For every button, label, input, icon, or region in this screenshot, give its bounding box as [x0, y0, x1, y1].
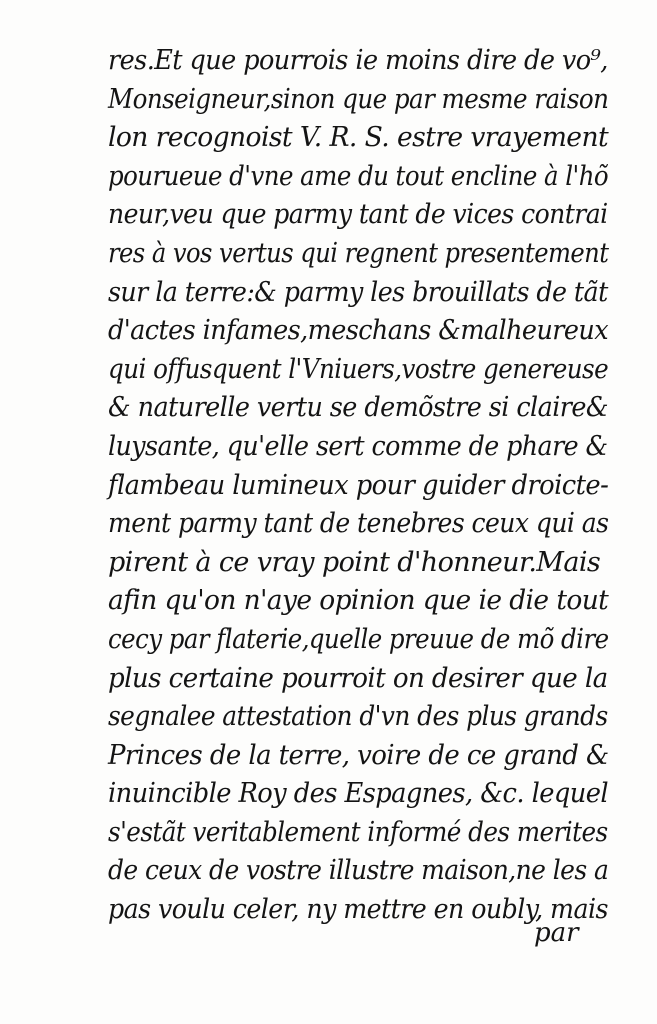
text-line-7: sur la terre:& parmy les brouillats de tãt: [108, 276, 608, 308]
text-line-2: Monseigneur,sinon que par mesme raison: [108, 83, 609, 115]
text-line-10: & naturelle vertu se demõstre si claire&: [108, 392, 608, 424]
text-line-5: neur,veu que parmy tant de vices contrai: [108, 199, 608, 231]
text-line-6: res à vos vertus qui regnent presentement: [108, 237, 609, 269]
body-text: [108, 42, 608, 930]
text-line-20: inuincible Roy des Espagnes, &c. lequel: [108, 778, 609, 810]
text-line-19: Princes de la terre, voire de ce grand &: [108, 739, 609, 771]
text-line-4: pourueue d'vne ame du tout encline à l'hõ: [108, 160, 609, 192]
catchword: par: [534, 918, 579, 948]
text-line-13: ment parmy tant de tenebres ceux qui as: [108, 508, 609, 540]
text-line-15: afin qu'on n'aye opinion que ie die tout: [108, 585, 609, 617]
text-line-14: pirent à ce vray point d'honneur.Mais: [108, 546, 601, 578]
text-line-16: cecy par flaterie,quelle preuue de mõ dire: [108, 623, 609, 655]
text-line-18: segnalee attestation d'vn des plus grands: [108, 701, 608, 733]
text-line-3: lon recognoist V. R. S. estre vrayement: [108, 122, 609, 154]
text-line-1: res.Et que pourrois ie moins dire de vo⁹,: [108, 45, 608, 76]
text-line-9: qui offusquent l'Vniuers,vostre genereuse: [108, 353, 609, 385]
text-line-12: flambeau lumineux pour guider droicte-: [108, 469, 609, 501]
text-line-23: pas voulu celer, ny mettre en oubly, mais: [108, 894, 608, 926]
text-line-22: de ceux de vostre illustre maison,ne les a: [108, 855, 609, 887]
text-line-11: luysante, qu'elle sert comme de phare &: [108, 430, 608, 462]
text-line-21: s'estãt veritablement informé des merites: [108, 816, 608, 848]
text-line-8: d'actes infames,meschans &malheureux: [108, 315, 609, 347]
text-line-17: plus certaine pourroit on desirer que la: [108, 662, 608, 694]
